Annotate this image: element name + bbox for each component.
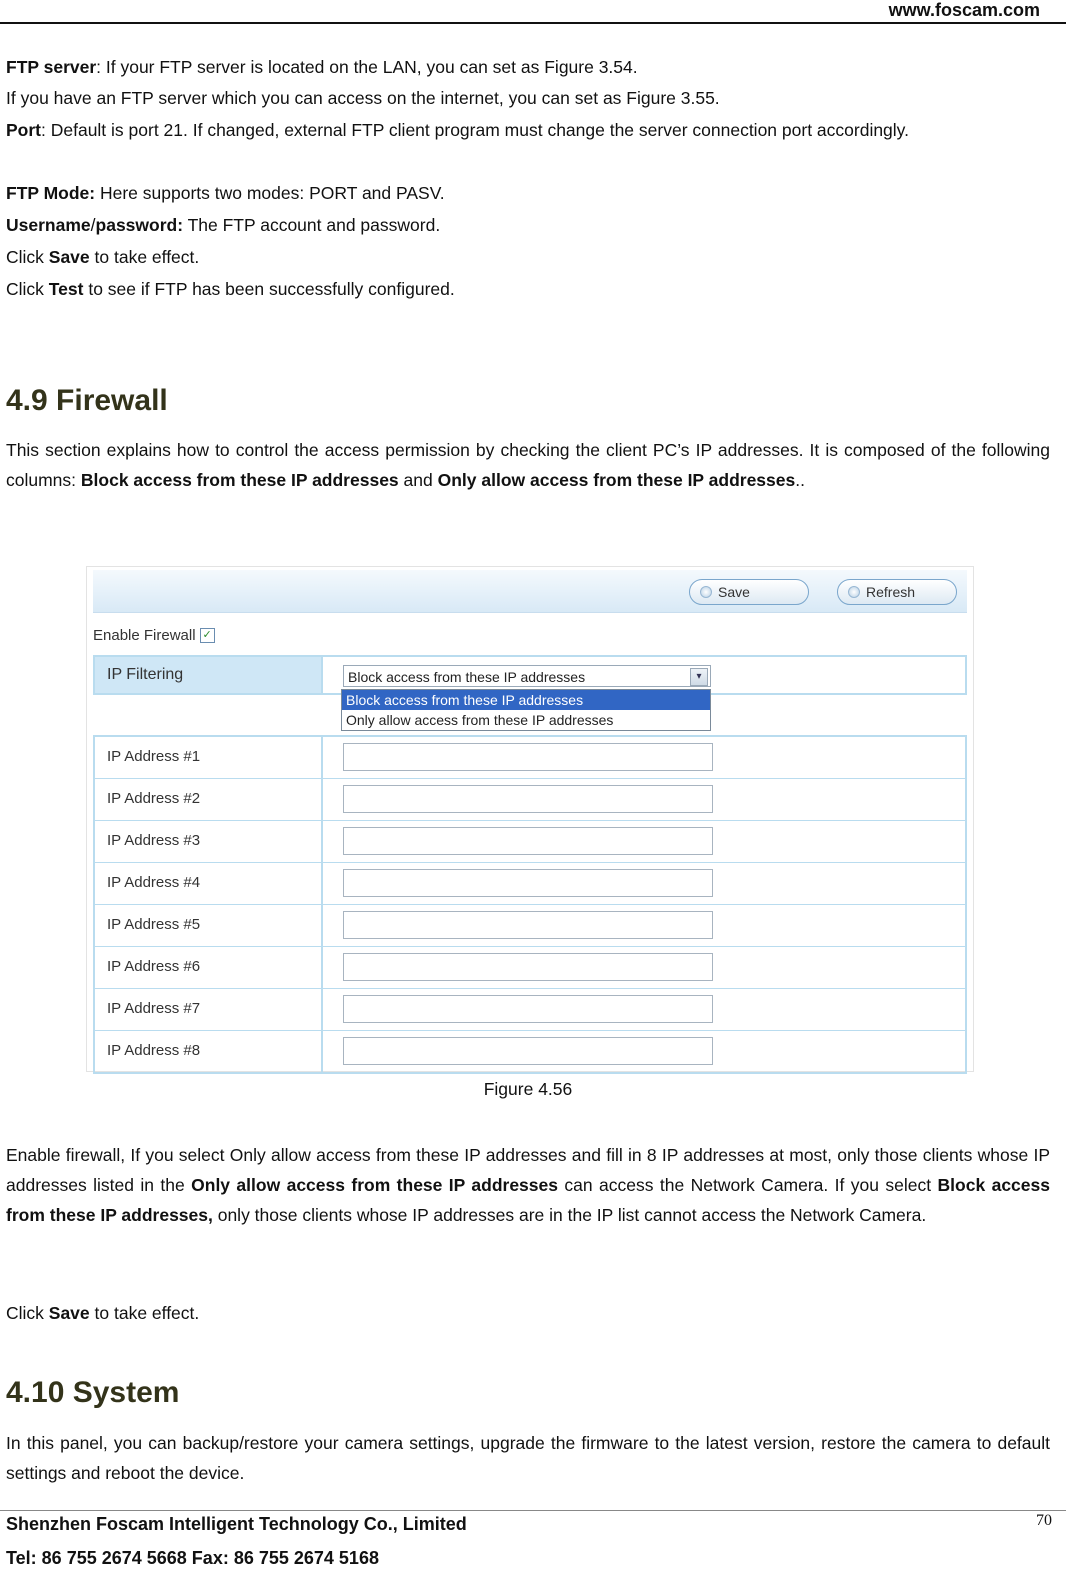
- ftp-mode-label: FTP Mode:: [6, 183, 96, 203]
- firewall-intro-text: This section explains how to control the access permission by checking the client PC’s IP addresses. It is composed of the following columns:: [6, 440, 1050, 490]
- ip-filtering-dropdown: [341, 689, 711, 731]
- figure-caption: Figure 4.56: [483, 1079, 573, 1099]
- system-heading: 4.10 System: [6, 1376, 180, 1409]
- body-text-a: Enable firewall, If you select Only allow access from these IP addresses and fill in 8 IP addresses at most, only those clients whose IP addresses listed in the: [6, 1145, 1050, 1195]
- ip-row-3: [95, 820, 965, 862]
- ftp-server-line: [6, 52, 1050, 82]
- ip-input-2[interactable]: [343, 785, 713, 813]
- site-url: www.foscam.com: [888, 0, 1040, 20]
- ip-filtering-value: Block access from these IP addresses: [348, 669, 586, 685]
- save-word: Save: [48, 1303, 90, 1323]
- ftp-mode-line: [6, 178, 1050, 208]
- body-block: Block access from these IP addresses,: [6, 1175, 1050, 1225]
- test-word: Test: [48, 279, 84, 299]
- user-text: The FTP account and password.: [183, 215, 441, 235]
- port-label: Port: [6, 120, 41, 140]
- refresh-button-label: Refresh: [866, 584, 916, 600]
- ftp-server-text: : If your FTP server is located on the LAN, you can set as Figure 3.54.: [96, 57, 638, 77]
- footer-tel: Tel: 86 755 2674 5668 Fax: 86 755 2674 5168: [6, 1548, 379, 1568]
- ftp-port-line: [6, 115, 1050, 145]
- block-label: Block access from these IP addresses: [80, 470, 399, 490]
- ftp-test-line: [6, 274, 1050, 304]
- ip-input-6[interactable]: [343, 953, 713, 981]
- save-button-label: Save: [718, 584, 750, 600]
- allow-label: Only allow access from these IP addresses: [437, 470, 796, 490]
- ip-address-table: [93, 735, 967, 1074]
- enable-firewall-label: Enable Firewall: [93, 627, 196, 644]
- firewall-figure: [86, 566, 974, 1072]
- ftp-save-line: [6, 242, 1050, 272]
- click-word: Click: [6, 1303, 49, 1323]
- save-text: to take effect.: [89, 247, 200, 267]
- radio-dot-icon: [848, 586, 860, 598]
- ip-label-1: IP Address #1: [95, 737, 323, 778]
- save-button[interactable]: [689, 579, 809, 605]
- ip-label-5: IP Address #5: [95, 905, 323, 946]
- ip-input-8[interactable]: [343, 1037, 713, 1065]
- save-word: Save: [48, 247, 90, 267]
- save-text: to take effect.: [89, 1303, 200, 1323]
- ftp-server-label: FTP server: [6, 57, 97, 77]
- refresh-button[interactable]: [837, 579, 957, 605]
- ip-label-7: IP Address #7: [95, 989, 323, 1030]
- firewall-body: [6, 1140, 1050, 1230]
- ip-input-3[interactable]: [343, 827, 713, 855]
- enable-firewall-checkbox[interactable]: ✓: [200, 628, 215, 643]
- ip-label-6: IP Address #6: [95, 947, 323, 988]
- ip-row-7: [95, 988, 965, 1030]
- and-word: and: [398, 470, 438, 490]
- footer-company: Shenzhen Foscam Intelligent Technology Co., Limited: [6, 1514, 467, 1534]
- system-text: In this panel, you can backup/restore your camera settings, upgrade the firmware to the latest version, restore the camera to default settings and reboot the device.: [6, 1433, 1050, 1483]
- ftp-user-line: [6, 210, 1050, 240]
- ip-row-2: [95, 778, 965, 820]
- ip-label-8: IP Address #8: [95, 1031, 323, 1072]
- footer-rule: [0, 1510, 1066, 1511]
- page-number: 70: [1036, 1512, 1052, 1529]
- body-allow: Only allow access from these IP addresses: [191, 1175, 558, 1195]
- figure-toolbar: [93, 570, 967, 613]
- firewall-save-line: [6, 1298, 1050, 1328]
- ip-label-3: IP Address #3: [95, 821, 323, 862]
- click-word: Click: [6, 279, 49, 299]
- body-text-c: only those clients whose IP addresses are in the IP list cannot access the Network Camera.: [212, 1205, 927, 1225]
- username-label: Username: [6, 215, 91, 235]
- firewall-intro: [6, 435, 1050, 495]
- port-text: : Default is port 21. If changed, external FTP client program must change the server connection port accordingly.: [41, 120, 909, 140]
- ip-filtering-select[interactable]: [343, 665, 711, 687]
- body-text-b: can access the Network Camera. If you select: [558, 1175, 938, 1195]
- test-text: to see if FTP has been successfully configured.: [83, 279, 455, 299]
- ip-input-7[interactable]: [343, 995, 713, 1023]
- ip-row-4: [95, 862, 965, 904]
- intro-end: ..: [795, 470, 805, 490]
- ip-input-5[interactable]: [343, 911, 713, 939]
- ip-row-6: [95, 946, 965, 988]
- ip-filtering-label: IP Filtering: [95, 657, 323, 693]
- ip-label-4: IP Address #4: [95, 863, 323, 904]
- header-rule: [0, 22, 1066, 24]
- ftp-mode-text: Here supports two modes: PORT and PASV.: [95, 183, 445, 203]
- slash: /: [90, 215, 96, 235]
- ip-row-8: [95, 1030, 965, 1072]
- ip-label-2: IP Address #2: [95, 779, 323, 820]
- ip-input-4[interactable]: [343, 869, 713, 897]
- radio-dot-icon: [700, 586, 712, 598]
- firewall-heading: 4.9 Firewall: [6, 384, 168, 417]
- enable-firewall-row: [93, 627, 215, 644]
- ip-row-5: [95, 904, 965, 946]
- ip-row-1: [95, 737, 965, 778]
- dropdown-option-allow[interactable]: Only allow access from these IP addresses: [346, 712, 614, 728]
- chevron-down-icon[interactable]: ▾: [690, 668, 708, 686]
- ftp-internet-line: If you have an FTP server which you can access on the internet, you can set as Figure 3.55.: [6, 88, 720, 108]
- ip-input-1[interactable]: [343, 743, 713, 771]
- dropdown-option-block[interactable]: Block access from these IP addresses: [342, 690, 710, 710]
- password-label: password:: [95, 215, 184, 235]
- click-word: Click: [6, 247, 49, 267]
